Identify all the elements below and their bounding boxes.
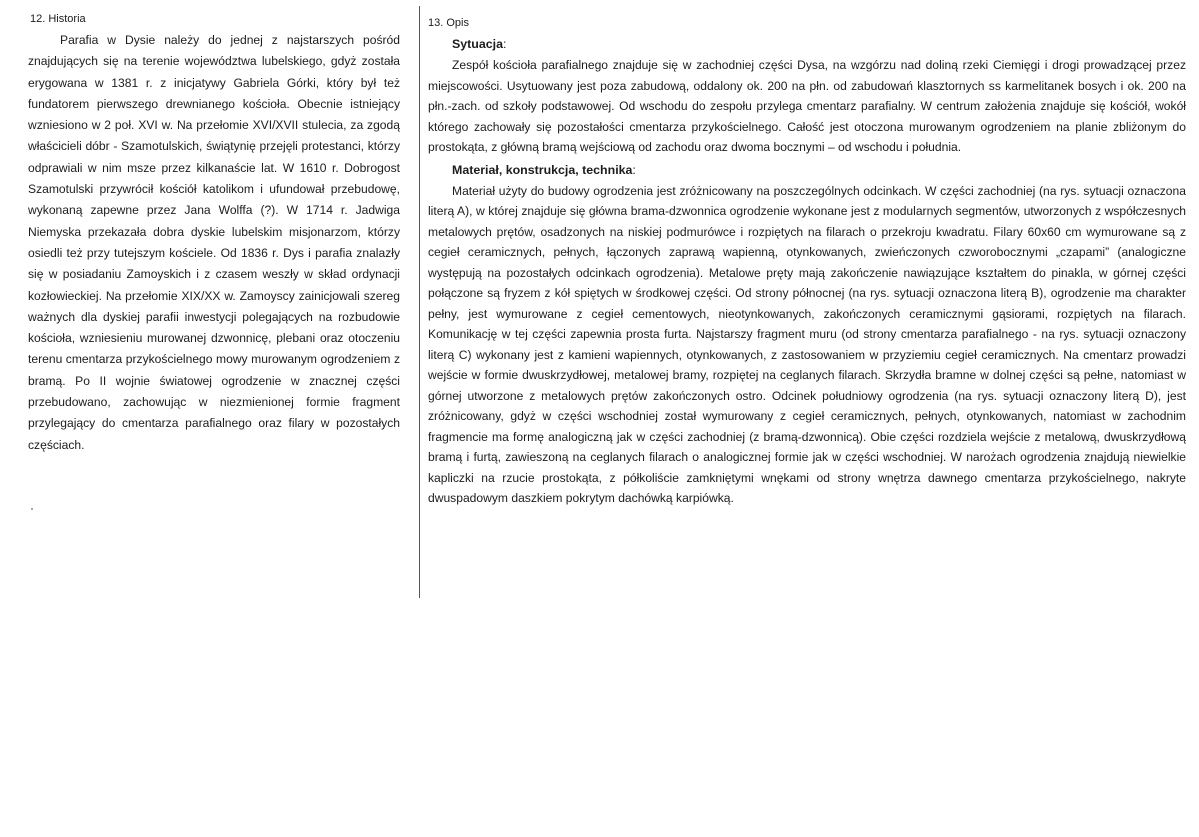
situation-title: Sytuacja xyxy=(452,37,503,51)
material-title: Materiał, konstrukcja, technika xyxy=(452,162,633,177)
material-colon: : xyxy=(632,162,636,177)
history-column xyxy=(28,12,400,456)
history-paragraph: Parafia w Dysie należy do jednej z najstarszych pośród znajdujących się na terenie województwa lubelskiego, gdyż została erygowana w 1381 r. z inicjatywy Gabriela Górki, który był też fundatorem pierwszego drewnianego kościoła. Obecnie istniejący wzniesiono w 2 poł. XVI w. Na przełomie XVI/XVII stulecia, za zgodą właścicieli dóbr - Szamotulskich, świątynię przejęli protestanci, którzy odprawiali w nim msze przez kilkanaście lat. W 1610 r. Dobrogost Szamotulski przywrócił kościół katolikom i ufundował przebudowę, wykonaną zapewne przez Jana Wolffa (?). W 1714 r. Jadwiga Niemyska przekazała dobra dyskie lubelskim misjonarzom, którzy osiedli też przy tutejszym kościele. Od 1836 r. Dys i parafia znalazły się w posiadaniu Zamoyskich i z czasem weszły w skład ordynacji kozłowieckiej. Na przełomie XIX/XX w. Zamoyscy zainicjowali szereg ważnych dla dyskiej parafii inwestycji polegających na rozbudowie kościoła, wzniesieniu murowanej dzwonnicę, plebani oraz otoczeniu terenu cmentarza przykościelnego mowy murowanym ogrodzeniem z bramą. Po II wojnie światowej ogrodzenie w znacznej części przebudowano, zachowując w niezmienionej formie fragment przylegający do cmentarza parafialnego oraz filary w pozostałych częściach. xyxy=(28,33,400,452)
column-divider xyxy=(419,6,420,598)
situation-subheading xyxy=(452,34,1186,54)
description-heading: 13. Opis xyxy=(428,17,469,29)
description-column xyxy=(428,16,1186,509)
scan-speck xyxy=(31,508,33,510)
material-subheading xyxy=(452,160,1186,180)
history-heading: 12. Historia xyxy=(30,13,86,25)
material-paragraph: Materiał użyty do budowy ogrodzenia jest zróżnicowany na poszczególnych odcinkach. W części zachodniej (na rys. sytuacji oznaczona literą A), w której znajduje się główna brama-dzwonnica ogrodzenie wykonane jest z modularnych segmentów, utworzonych z współczesnych metalowych prętów, osadzonych na niskiej podmurówce i rozpiętych na filarach o przekroju kwadratu. Filary 60x60 cm wymurowane są z cegieł ceramicznych, pełnych, łączonych zaprawą wapienną, otynkowanych, zwieńczonych czworobocznymi „czapami” (analogiczne występują na pozostałych odcinkach ogrodzenia). Metalowe pręty mają zakończenie nawiązujące kształtem do pinakla, w górnej części połączone są fryzem z kół spiętych w środkowej części. Od strony północnej (na rys. sytuacji oznaczona literą B), ogrodzenie ma charakter pełny, jest wymurowane z cegieł cementowych, nieotynkowanych, zakończonych ceramicznymi gąsiorami, rozpiętych na filarach. Komunikację w tej części zapewnia prosta furta. Najstarszy fragment muru (od strony cmentarza parafialnego - na rys. sytuacji oznaczony literą C) wykonany jest z kamieni wapiennych, otynkowanych, z zastosowaniem w przyziemiu cegieł ceramicznych. Na cmentarz prowadzi wejście w formie dwuskrzydłowej, metalowej bramy, rozpiętej na ceglanych filarach. Skrzydła bramne w dolnej części są pełne, natomiast w górnej utworzone z metalowych prętów zakończonych ostro. Odcinek południowy ogrodzenia (na rys. sytuacji oznaczony literą D), jest zróżnicowany, gdyż w części wschodniej został wymurowany z cegieł ceramicznych, pełnych, otynkowanych, natomiast w zachodnim fragmencie ma formę analogiczną jak w części zachodniej (z bramą-dzwonnicą). Obie części rozdziela wejście z metalową, dwuskrzydłową bramą i furtą, zawieszoną na ceglanych filarach o analogicznej formie jak w części wschodniej. W narożach ogrodzenia znajdują niewielkie kapliczki na rzucie prostokąta, z półkoliście zamkniętymi wnękami od strony wnętrza dawnego cmentarza przykościelnego, nakryte dwuspadowym daszkiem pokrytym dachówką karpiówką. xyxy=(428,183,1186,505)
situation-colon: : xyxy=(502,37,507,51)
situation-paragraph: Zespół kościoła parafialnego znajduje się w zachodniej części Dysa, na wzgórzu nad doliną rzeki Ciemięgi i drogi prowadzącej przez miejscowości. Usytuowany jest poza zabudową, oddalony ok. 200 na płn. od zabudowań klasztornych ss karmelitanek bosych i ok. 200 na płn.-zach. od szkoły podstawowej. Od wschodu do zespołu przylega cmentarz parafialny. W centrum założenia znajduje się kościół, wokół którego zachowały się pozostałości cmentarza przykościelnego. Całość jest otoczona murowanym ogrodzeniem na planie zbliżonym do prostokąta, z główną bramą wejściową od zachodu oraz dwoma bocznymi – od wschodu i południa. xyxy=(428,58,1186,154)
